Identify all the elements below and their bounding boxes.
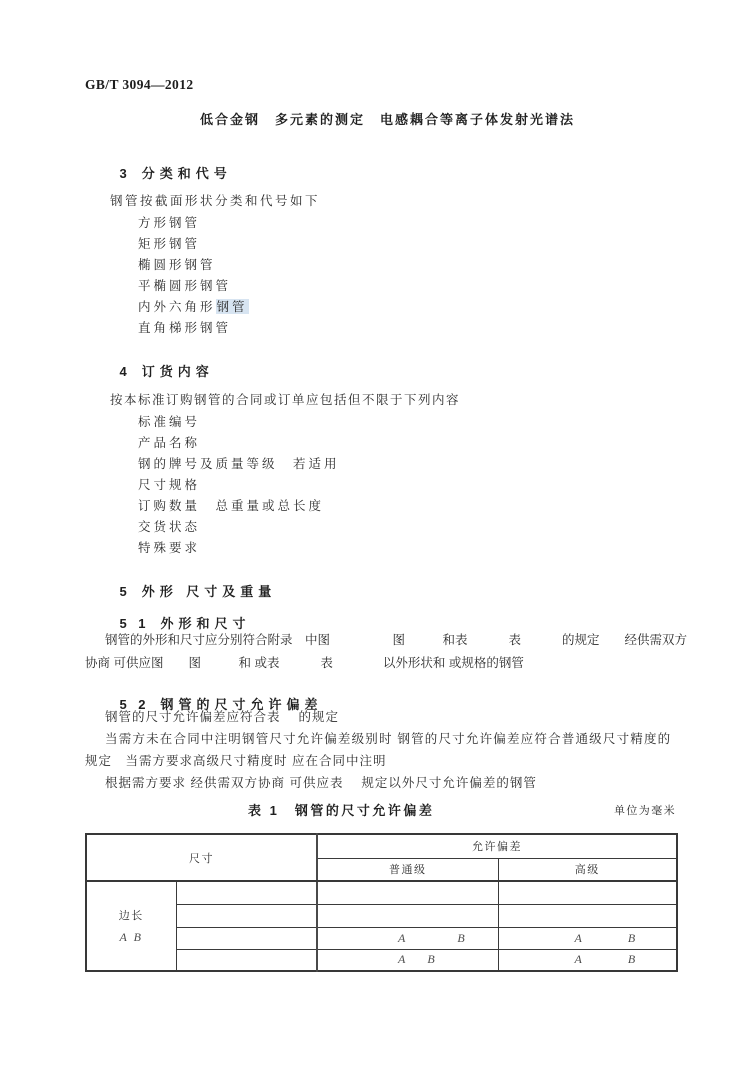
section-5-2-number: 5 2 [119,696,150,712]
cell-empty [176,881,317,904]
header-cell-high-grade: 高级 [498,858,677,881]
list-item: 订购数量 总重量或总长度 [138,499,325,513]
list-item: 特殊要求 [138,541,201,555]
cell-tolerance-ab [498,927,677,949]
cell-side-length-label [86,881,176,971]
section-5-2-title: 钢管的尺寸允许偏差 [160,696,323,712]
list-item-text: 内外六角形 [138,300,216,314]
symbol-b: B [627,952,636,967]
list-item: 直角梯形钢管 [138,321,232,335]
list-item: 矩形钢管 [138,237,201,251]
list-item [138,301,249,314]
side-length-symbols: A B [119,930,143,944]
unit-label: 单位为毫米 [614,805,676,817]
cell-tolerance-ab [498,949,677,971]
paragraph-line: 当需方未在合同中注明钢管尺寸允许偏差级别时 钢管的尺寸允许偏差应符合普通级尺寸精度的 [105,732,672,746]
doc-code: GB/T 3094—2012 [85,77,194,92]
list-item: 标准编号 [138,415,201,429]
symbol-a: A [574,930,582,945]
table-caption: 表 1 钢管的尺寸允许偏差 [248,803,435,818]
table-row [86,881,677,904]
section-5-1-title: 外形和尺寸 [160,615,251,631]
cell-tolerance-ab [317,927,498,949]
symbol-b: B [457,930,465,945]
list-item: 椭圆形钢管 [138,258,216,272]
section-5-number: 5 [119,583,131,599]
cell-empty [498,881,677,904]
symbol-b: B [427,952,435,967]
list-item: 交货状态 [138,520,201,534]
section-4-heading [85,351,214,392]
text-selection-highlight: 钢管 [216,300,248,314]
section-4-title: 订货内容 [141,363,214,379]
doc-title: 低合金钢 多元素的测定 电感耦合等离子体发射光谱法 [199,112,575,127]
list-item: 产品名称 [138,436,201,450]
section-5-1-number: 5 1 [119,615,150,631]
cell-empty [317,904,498,927]
header-cell-tolerance: 允许偏差 [317,834,677,858]
paragraph-line: 协商 可供应图 图 和 或表 表 以外形状和 或规格的钢管 [85,656,524,670]
list-item: 尺寸规格 [138,478,201,492]
table-1 [85,833,678,972]
section-4-intro: 按本标准订购钢管的合同或订单应包括但不限于下列内容 [110,393,461,407]
paragraph-line: 根据需方要求 经供需双方协商 可供应表 规定以外尺寸允许偏差的钢管 [105,776,537,790]
cell-empty [176,904,317,927]
list-item: 平椭圆形钢管 [138,279,232,293]
symbol-b: B [627,930,636,945]
section-4-number: 4 [119,363,131,379]
section-3-title: 分类和代号 [141,165,232,181]
table-header-row [86,834,677,858]
section-3-number: 3 [119,165,131,181]
header-cell-normal-grade: 普通级 [317,858,498,881]
symbol-a: A [398,930,406,945]
list-item: 钢的牌号及质量等级 若适用 [138,457,340,471]
cell-tolerance-ab [317,949,498,971]
symbol-a: A [398,952,406,967]
header-cell-dimension: 尺寸 [86,834,317,881]
paragraph-line: 规定 当需方要求高级尺寸精度时 应在合同中注明 [85,754,387,768]
section-5-title: 外形 尺寸及重量 [141,583,277,599]
paragraph-line: 钢管的外形和尺寸应分别符合附录 中图 图 和表 表 的规定 经供需双方 [105,633,687,647]
symbol-a: A [574,952,582,967]
cell-empty [176,949,317,971]
paragraph-line: 钢管的尺寸允许偏差应符合表 的规定 [105,710,339,724]
cell-empty [176,927,317,949]
cell-empty [317,881,498,904]
cell-empty [498,904,677,927]
section-3-intro: 钢管按截面形状分类和代号如下 [110,194,321,208]
list-item: 方形钢管 [138,216,201,230]
side-length-text: 边长 [118,910,144,922]
section-3-heading [85,153,232,194]
